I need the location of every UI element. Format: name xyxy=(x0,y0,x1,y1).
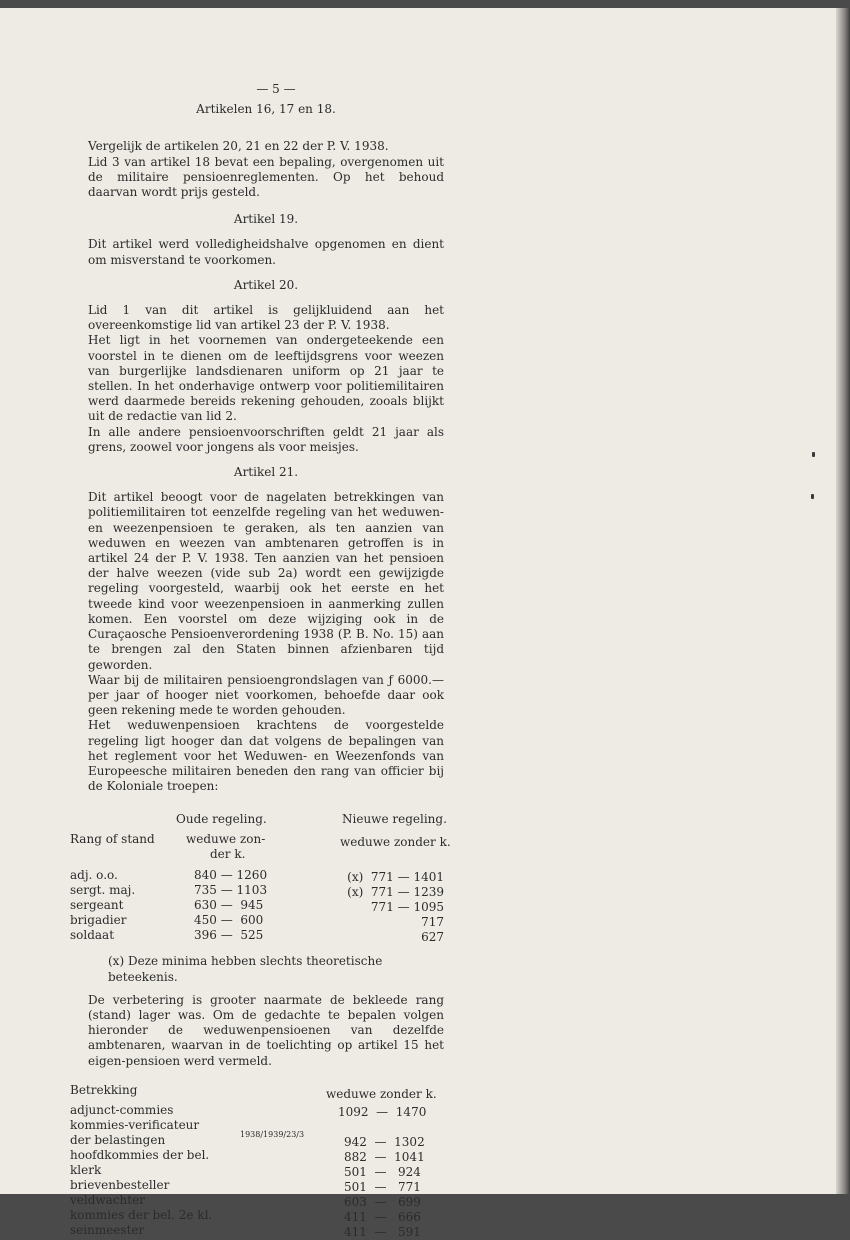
old-subheader: der k. xyxy=(210,847,246,862)
pension-value: 603 — 699 xyxy=(344,1194,421,1209)
new-value: 771 — 1095 xyxy=(370,900,444,915)
paragraph: Lid 1 van dit artikel is gelijkluidend aan het overeenkomstige lid van artikel 23 der P. V. 1938. xyxy=(88,303,444,333)
rank-label: soldaat xyxy=(70,928,115,943)
pension-comparison-table xyxy=(70,812,460,946)
col-widow-header: weduwe zonder k. xyxy=(326,1086,437,1101)
occupation-label: seinmeester xyxy=(70,1222,145,1237)
old-value: 840 — 1260 xyxy=(194,868,268,883)
page-content xyxy=(70,82,451,1239)
footer-code: 1938/1939/23/3 xyxy=(240,1130,305,1139)
paragraph: Waar bij de militairen pensioengrondslagen van ƒ 6000.— per jaar of hooger niet voorkomen, behoefde daar ook geen rekening mede te worden gehouden. xyxy=(88,672,444,718)
occupation-label: hoofdkommies der bel. xyxy=(70,1147,210,1162)
paragraph: Lid 3 van artikel 18 bevat een bepaling, overgenomen uit de militaire pensioenreglementen. Op het behoud daarvan wordt prijs gesteld. xyxy=(88,154,444,200)
section-heading: Artikelen 16, 17 en 18. xyxy=(196,102,336,117)
ink-speck xyxy=(812,452,815,457)
new-value: (x) 771 — 1239 xyxy=(347,885,444,900)
col-old-header: Oude regeling. xyxy=(176,812,267,827)
rank-label: sergt. maj. xyxy=(70,883,136,898)
paragraph: Dit artikel beoogt voor de nagelaten betrekkingen van politiemilitairen tot eenzelfde regeling van het weduwen- en weezenpensioen te geraken, als ten aanzien van weduwen en weezen van ambtenaren getroffen is in artikel 24 der P. V. 1938. Ten aanzien van het pensioen der halve weezen (vide sub 2a) wordt een gewijzigde regeling voorgesteld, waarbij ook het eerste en het tweede kind voor weezenpensioen in aanmerking zullen komen. Een voorstel om deze wijziging ook in de Curaçaosche Pensioenverordening 1938 (P. B. No. 15) aan te brengen zal den Staten binnen afzienbaren tijd geworden. xyxy=(88,490,444,672)
page-edge xyxy=(836,8,850,1194)
rank-header: Rang of stand xyxy=(70,832,155,847)
occupation-label: kommies der bel. 2e kl. xyxy=(70,1207,213,1222)
paragraph: Dit artikel werd volledigheidshalve opgenomen en dient om misverstand te voorkomen. xyxy=(88,237,444,267)
paragraph: In alle andere pensioenvoorschriften geldt 21 jaar als grens, zoowel voor jongens als voor meisjes. xyxy=(88,424,444,454)
new-value: (x) 771 — 1401 xyxy=(347,870,444,885)
pension-value: 501 — 771 xyxy=(344,1179,421,1194)
section-heading: Artikel 19. xyxy=(233,212,299,227)
section-heading: Artikel 21. xyxy=(233,465,299,480)
paragraph: De verbetering is grooter naarmate de bekleede rang (stand) lager was. Om de gedachte te bepalen volgen hieronder de weduwenpensioenen van dezelfde ambtenaren, waarvan in de toelichting op artikel 15 het eigen-pensioen werd vermeld. xyxy=(88,992,444,1068)
pension-value: 942 — 1302 xyxy=(344,1134,425,1149)
old-value: 630 — 945 xyxy=(194,898,264,913)
new-value: 627 xyxy=(421,930,444,945)
new-subheader: weduwe zonder k. xyxy=(340,835,451,850)
ink-speck xyxy=(811,494,814,499)
occupation-label: klerk xyxy=(70,1162,102,1177)
page-number: — 5 — xyxy=(256,82,296,96)
rank-label: sergeant xyxy=(70,898,124,913)
new-value: 717 xyxy=(421,915,444,930)
old-value: 450 — 600 xyxy=(194,913,264,928)
pension-value: 882 — 1041 xyxy=(344,1149,425,1164)
occupation-label: brievenbesteller xyxy=(70,1177,170,1192)
old-subheader: weduwe zon- xyxy=(186,832,266,847)
col-new-header: Nieuwe regeling. xyxy=(342,812,447,827)
pension-value: 1092 — 1470 xyxy=(338,1104,427,1119)
paragraph: Vergelijk de artikelen 20, 21 en 22 der P. V. 1938. xyxy=(88,139,389,154)
old-value: 396 — 525 xyxy=(194,928,264,943)
paragraph: Het ligt in het voornemen van ondergeteekende een voorstel in te dienen om de leeftijdsgrens voor weezen van burgerlijke landsdienaren uniform op 21 jaar te stellen. In het onderhavige ontwerp voor politiemilitairen werd daarmede bereids rekening gehouden, zooals blijkt uit de redactie van lid 2. xyxy=(88,333,444,424)
pension-value: 411 — 666 xyxy=(344,1209,421,1224)
pension-value: 501 — 924 xyxy=(344,1164,421,1179)
occupation-label: veldwachter xyxy=(70,1192,145,1207)
paragraph: Het weduwenpensioen krachtens de voorgestelde regeling ligt hooger dan dat volgens de bepalingen van het reglement voor het Weduwen- en Weezenfonds van Europeesche militairen beneden den rang van officier bij de Koloniale troepen: xyxy=(88,718,444,794)
old-value: 735 — 1103 xyxy=(194,883,268,898)
rank-label: adj. o.o. xyxy=(70,868,118,883)
occupation-label: kommies-verificateur xyxy=(70,1117,200,1132)
rank-label: brigadier xyxy=(70,913,127,928)
col-occupation-header: Betrekking xyxy=(70,1082,138,1097)
occupation-label: der belastingen xyxy=(70,1132,166,1147)
section-heading: Artikel 20. xyxy=(233,277,299,292)
widow-pension-table xyxy=(70,1082,444,1239)
footnote: (x) Deze minima hebben slechts theoretische beteekenis. xyxy=(108,954,383,984)
occupation-label: adjunct-commies xyxy=(70,1102,174,1117)
pension-value: 411 — 591 xyxy=(344,1224,421,1239)
